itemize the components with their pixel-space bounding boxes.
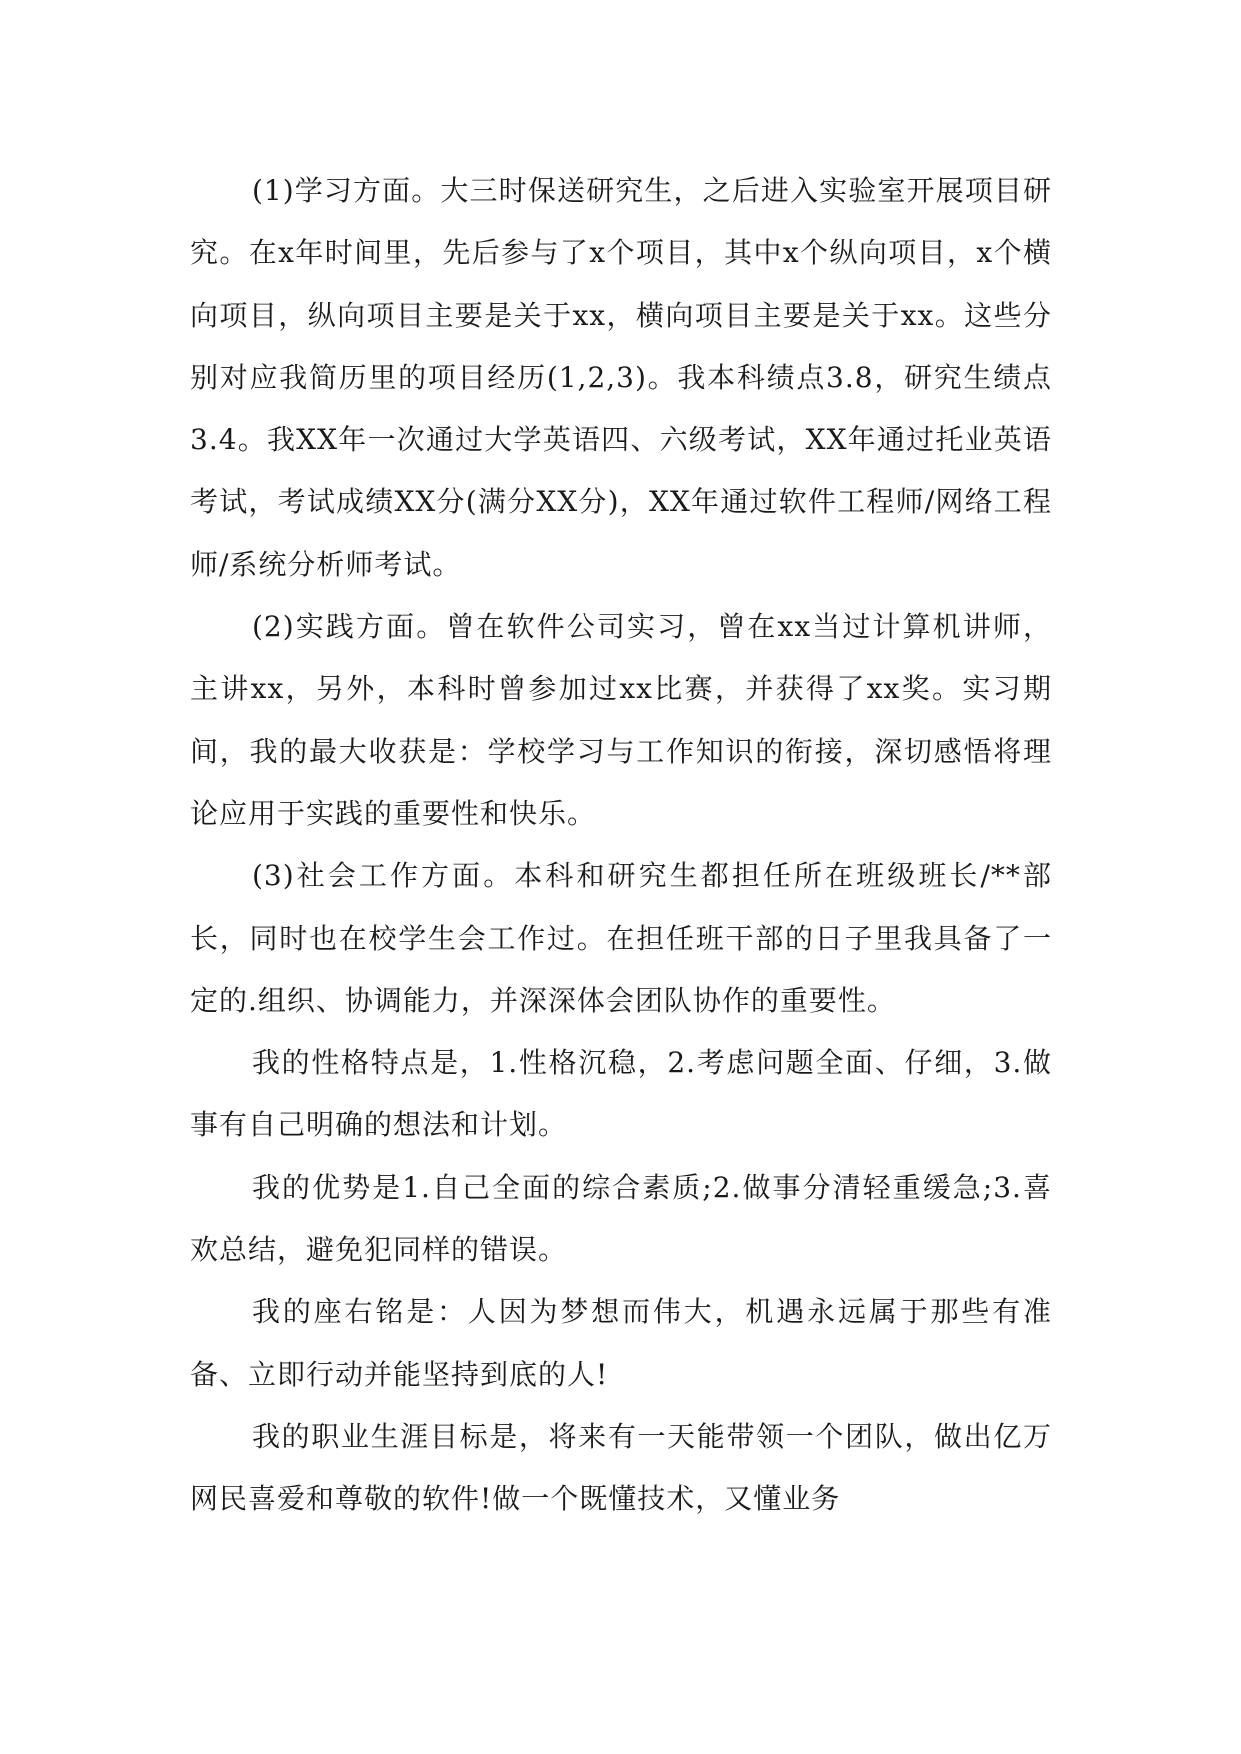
paragraph-career-goal: 我的职业生涯目标是，将来有一天能带领一个团队，做出亿万网民喜爱和尊敬的软件!做一个既懂技术，又懂业务 [190,1419,1052,1516]
document-body [190,160,1052,1531]
paragraph-study: (1)学习方面。大三时保送研究生，之后进入实验室开展项目研究。在x年时间里，先后参与了x个项目，其中x个纵向项目，x个横向项目，纵向项目主要是关于xx，横向项目主要是关于xx。这些分别对应我简历里的项目经历(1,2,3)。我本科绩点3.8，研究生绩点3.4。我XX年一次通过大学英语四、六级考试，XX年通过托业英语考试，考试成绩XX分(满分XX分)，XX年通过软件工程师/网络工程师/系统分析师考试。 [190,174,1052,581]
paragraph-social-work: (3)社会工作方面。本科和研究生都担任所在班级班长/**部长，同时也在校学生会工作过。在担任班干部的日子里我具备了一定的.组织、协调能力，并深深体会团队协作的重要性。 [190,859,1052,1017]
paragraph-strengths: 我的优势是1.自己全面的综合素质;2.做事分清轻重缓急;3.喜欢总结，避免犯同样的错误。 [190,1170,1052,1267]
paragraph-motto: 我的座右铭是：人因为梦想而伟大，机遇永远属于那些有准备、立即行动并能坚持到底的人! [190,1295,1052,1391]
paragraph-personality: 我的性格特点是，1.性格沉稳，2.考虑问题全面、仔细，3.做事有自己明确的想法和计划。 [190,1046,1052,1142]
paragraph-practice: (2)实践方面。曾在软件公司实习，曾在xx当过计算机讲师，主讲xx，另外，本科时曾参加过xx比赛，并获得了xx奖。实习期间，我的最大收获是：学校学习与工作知识的衔接，深切感悟将理论应用于实践的重要性和快乐。 [190,610,1052,830]
